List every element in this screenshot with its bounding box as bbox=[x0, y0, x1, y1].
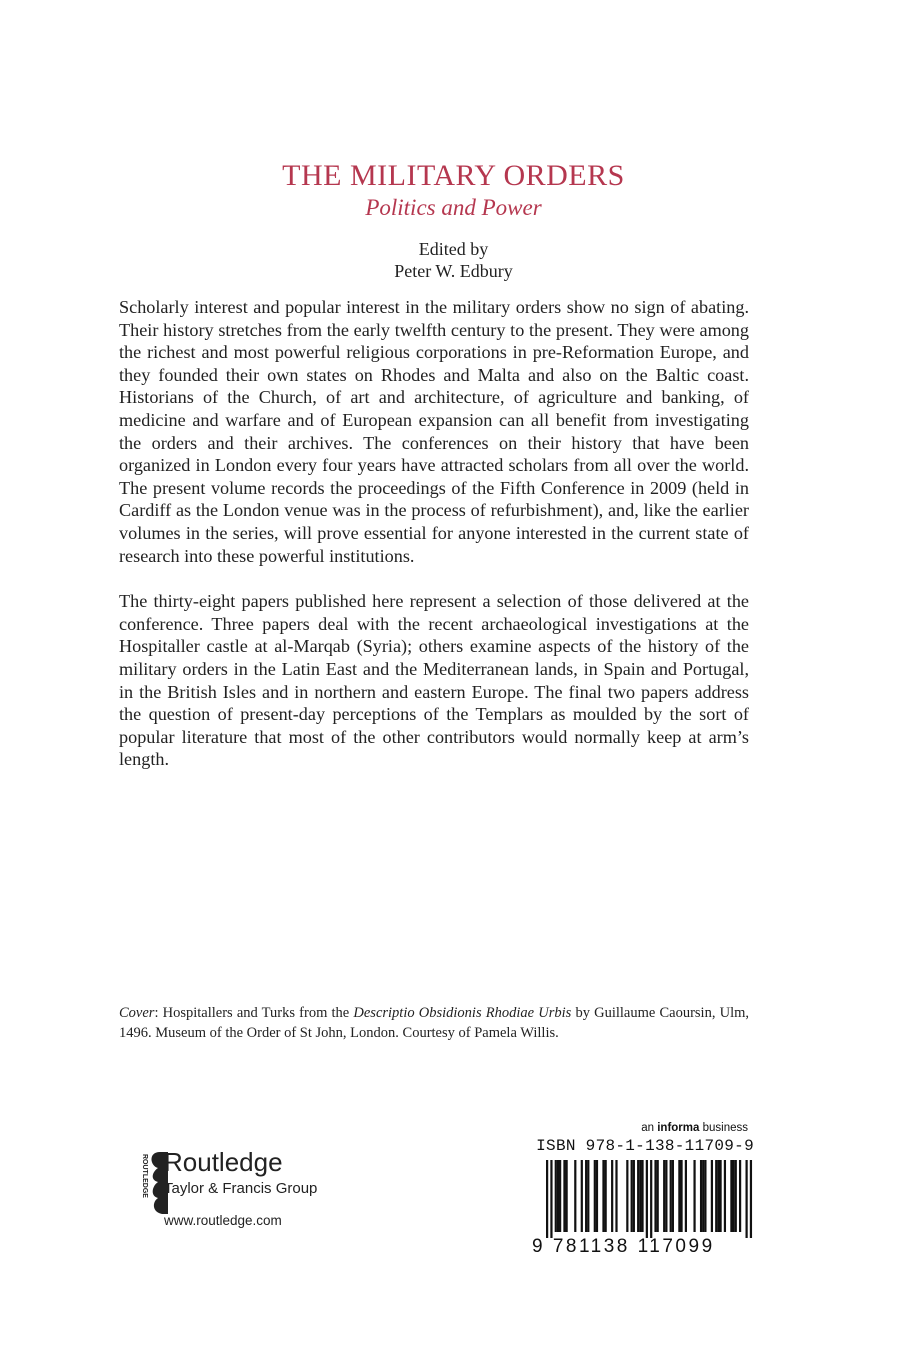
routledge-logo-vertical-text: ROUTLEDGE bbox=[141, 1154, 148, 1198]
barcode-bar bbox=[663, 1160, 665, 1232]
barcode-bar bbox=[715, 1160, 717, 1232]
barcode-bar bbox=[602, 1160, 604, 1232]
barcode-bar bbox=[557, 1160, 559, 1232]
cover-credit bbox=[119, 1003, 749, 1043]
book-subtitle: Politics and Power bbox=[365, 195, 542, 220]
barcode-bar bbox=[596, 1160, 598, 1232]
editor-name: Peter W. Edbury bbox=[394, 261, 513, 281]
barcode-bar bbox=[685, 1160, 687, 1232]
cover-credit-text-1: : Hospitallers and Turks from the bbox=[154, 1005, 354, 1021]
ean-digit-group-2: 117099 bbox=[637, 1236, 715, 1257]
barcode-guard-bar bbox=[650, 1160, 652, 1238]
barcode-guard-bar bbox=[750, 1160, 752, 1238]
informa-prefix: an bbox=[641, 1122, 658, 1134]
barcode-icon bbox=[532, 1160, 754, 1238]
barcode-bar bbox=[641, 1160, 643, 1232]
barcode-bar bbox=[665, 1160, 667, 1232]
barcode-bar bbox=[587, 1160, 589, 1232]
cover-credit-label: Cover bbox=[119, 1005, 155, 1021]
barcode-bar bbox=[594, 1160, 596, 1232]
barcode-guard-bar bbox=[745, 1160, 747, 1238]
informa-business-label bbox=[641, 1122, 748, 1134]
barcode-bar bbox=[555, 1160, 557, 1232]
barcode-bar bbox=[732, 1160, 734, 1232]
barcode-bar bbox=[633, 1160, 635, 1232]
barcode-bar bbox=[615, 1160, 617, 1232]
barcode-bar bbox=[672, 1160, 674, 1232]
barcode-bar bbox=[678, 1160, 680, 1232]
blurb-paragraph-1: Scholarly interest and popular interest in the military orders show no sign of abating. Their history stretches from the early twelfth century to the present. They were among the richest and most powerful religious corporations in pre-Reformation Europe, and they founded their own states on Rhodes and Malta and also on the Baltic coast. Historians of the Church, of art and architecture, of agriculture and banking, of medicine and warfare and of European expansion can all benefit from investigating the orders and their archives. The conferences on their history that have been organized in London every four years have attracted scholars from all over the world. The present volume records the proceedings of the Fifth Conference in 2009 (held in Cardiff as the London venue was in the process of refurbishment), and, like the earlier volumes in the series, will prove essential for anyone interested in the current state of research into these powerful institutions. bbox=[119, 297, 749, 566]
barcode-bar bbox=[605, 1160, 607, 1232]
barcode-bar bbox=[717, 1160, 719, 1232]
book-title: THE MILITARY ORDERS bbox=[282, 159, 625, 192]
publisher-url: www.routledge.com bbox=[164, 1213, 282, 1228]
barcode-bar bbox=[637, 1160, 639, 1232]
barcode-bar bbox=[711, 1160, 713, 1232]
barcode-bar bbox=[559, 1160, 561, 1232]
blurb-paragraph-2: The thirty-eight papers published here represent a selection of those delivered at the conference. Three papers deal with the recent archaeological investigations at the Hospitaller castle at al-Marqab (Syria); others examine aspects of the history of the military orders in the Latin East and the Mediterranean lands, in Spain and Portugal, in the British Isles and in northern and eastern Europe. The final two papers address the question of present-day perceptions of the Templars as moulded by the sort of popular literature that most of the other contributors would normally keep at arm’s length. bbox=[119, 591, 749, 770]
barcode-bar bbox=[704, 1160, 706, 1232]
barcode-guard-bar bbox=[550, 1160, 552, 1238]
barcode-bar bbox=[719, 1160, 721, 1232]
title-block bbox=[0, 158, 907, 282]
barcode-bar bbox=[730, 1160, 732, 1232]
barcode-bar bbox=[739, 1160, 741, 1232]
barcode-bar bbox=[724, 1160, 726, 1232]
publisher-name: Routledge bbox=[164, 1147, 283, 1177]
barcode-bar bbox=[702, 1160, 704, 1232]
barcode-bar bbox=[680, 1160, 682, 1232]
barcode-bar bbox=[566, 1160, 568, 1232]
barcode-bar bbox=[670, 1160, 672, 1232]
barcode-bar bbox=[735, 1160, 737, 1232]
isbn-text: ISBN 978-1-138-11709-9 bbox=[536, 1137, 754, 1155]
barcode-bar bbox=[657, 1160, 659, 1232]
barcode-bar bbox=[563, 1160, 565, 1232]
barcode-bar bbox=[581, 1160, 583, 1232]
publisher-block bbox=[138, 1146, 458, 1246]
barcode-bar bbox=[654, 1160, 656, 1232]
barcode-bar bbox=[700, 1160, 702, 1232]
barcode-bar bbox=[626, 1160, 628, 1232]
barcode-guard-bar bbox=[646, 1160, 648, 1238]
publisher-group: Taylor & Francis Group bbox=[164, 1180, 318, 1197]
barcode-guard-bar bbox=[546, 1160, 548, 1238]
barcode-bar bbox=[574, 1160, 576, 1232]
barcode-bar bbox=[631, 1160, 633, 1232]
informa-brand: informa bbox=[657, 1122, 700, 1134]
barcode-bar bbox=[639, 1160, 641, 1232]
book-blurb bbox=[119, 296, 749, 794]
barcode-bar bbox=[693, 1160, 695, 1232]
informa-suffix: business bbox=[699, 1122, 748, 1134]
cover-credit-work-title: Descriptio Obsidionis Rhodiae Urbis bbox=[353, 1005, 572, 1021]
barcode-bar bbox=[585, 1160, 587, 1232]
ean-digits bbox=[532, 1236, 754, 1258]
ean-digit-first: 9 bbox=[532, 1236, 546, 1257]
barcode-bar bbox=[611, 1160, 613, 1232]
ean-digit-group-1: 781138 bbox=[552, 1236, 630, 1257]
editor-label: Edited by bbox=[418, 239, 489, 259]
cover-credit-text-2: by Guillaume Caoursin, Ulm, 1496. Museum of the Order of St John, London. Courtesy of Pamela Willis. bbox=[119, 1005, 750, 1041]
